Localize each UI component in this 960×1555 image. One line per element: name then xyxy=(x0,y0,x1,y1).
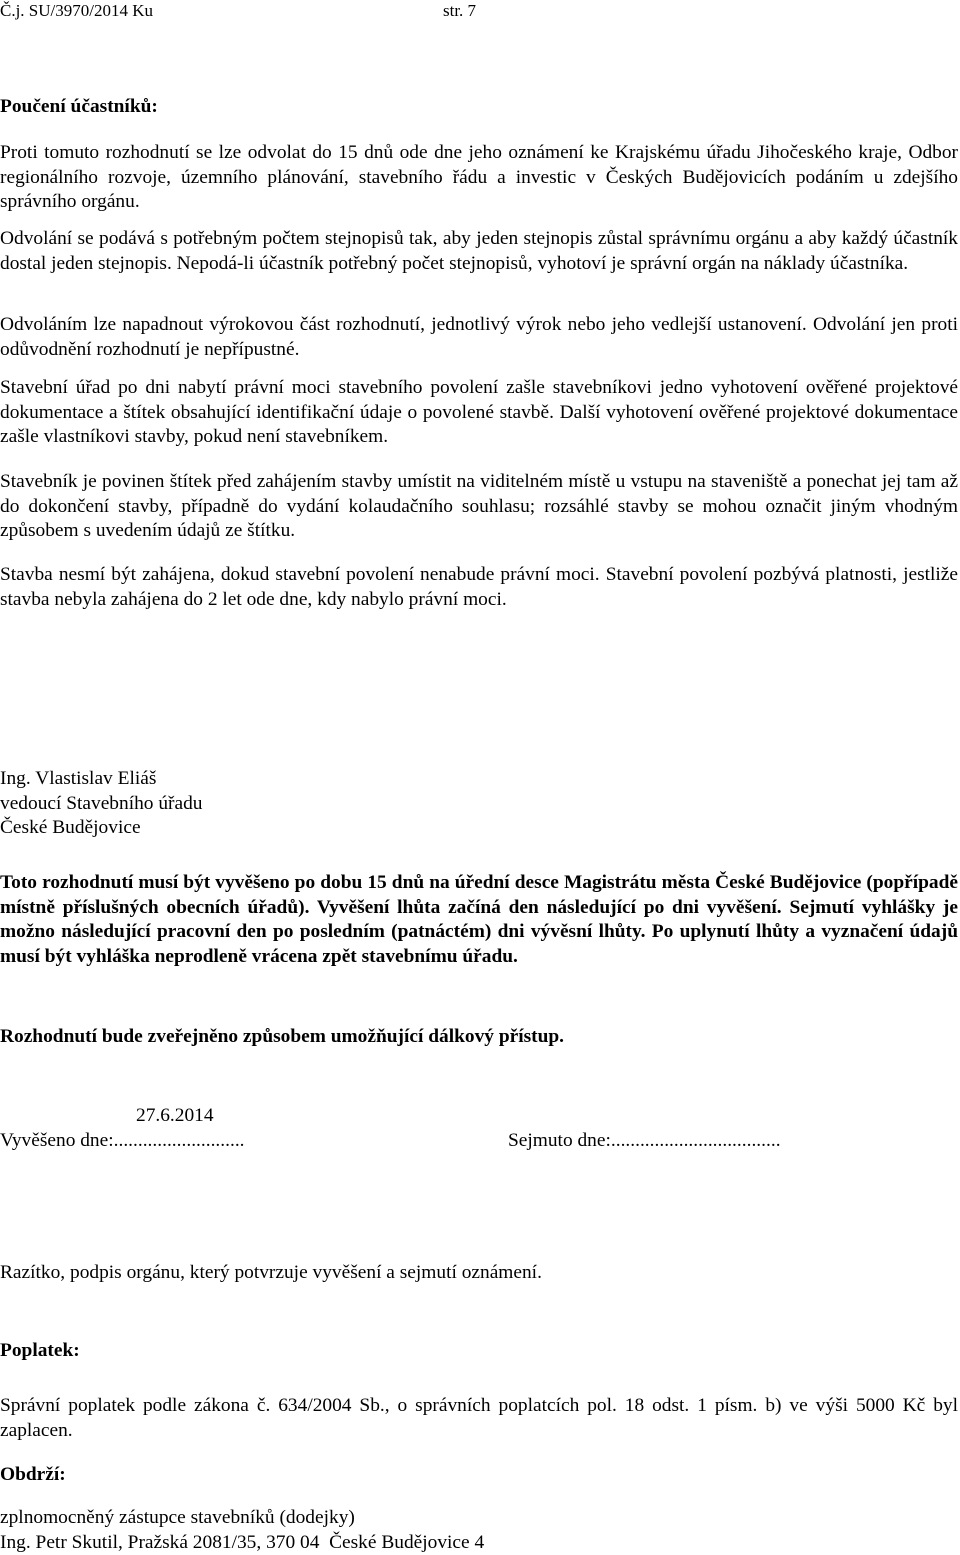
posting-notice: Toto rozhodnutí musí být vyvěšeno po dobu 15 dnů na úřední desce Magistrátu města České Budějovice (popřípadě místně příslušných obecních úřadů). Vyvěšení lhůta začíná den následující po dni vyvěšení. Sejmutí vyhlášky je možno následující pracovní den po posledním (patnáctém) dni vývěsní lhůty. Po uplynutí lhůty a vyznačení údajů musí být vyhláška neprodleně vrácena zpět stavebnímu úřadu. xyxy=(0,871,958,969)
fee-heading: Poplatek: xyxy=(0,1339,958,1364)
fee-text: Správní poplatek podle zákona č. 634/2004 Sb., o správních poplatcích pol. 18 odst. 1 písm. b) ve výši 5000 Kč byl zaplacen. xyxy=(0,1394,958,1443)
appeal-scope-paragraph: Odvoláním lze napadnout výrokovou část rozhodnutí, jednotlivý výrok nebo jeho vedlejší ustanovení. Odvolání jen proti odůvodnění rozhodnutí je nepřípustné. xyxy=(0,313,958,362)
posted-label: Vyvěšeno dne:........................... xyxy=(0,1129,245,1154)
builder-duty-paragraph: Stavebník je povinen štítek před zahájením stavby umístit na viditelném místě u vstupu na staveniště a ponechat jej tam až do dokončení stavby, případně do vydání kolaudačního souhlasu; rozsáhlé stavby se mohou označit jiným vhodným způsobem s uvedením údajů ze štítku. xyxy=(0,470,958,544)
recipient-item: zplnomocněný zástupce stavebníků (dodejky) xyxy=(0,1506,958,1531)
page-header xyxy=(0,0,153,22)
recipients-heading: Obdrží: xyxy=(0,1463,958,1488)
stamp-note: Razítko, podpis orgánu, který potvrzuje vyvěšení a sejmutí oznámení. xyxy=(0,1261,958,1286)
signatory-role: vedoucí Stavebního úřadu xyxy=(0,792,958,817)
label-paragraph: Stavební úřad po dni nabytí právní moci stavebního povolení zašle stavebníkovi jedno vyhotovení ověřené projektové dokumentace a štítek obsahující identifikační údaje o povolené stavbě. Další vyhotovení ověřené projektové dokumentace zašle vlastníkovi stavby, pokud není stavebníkem. xyxy=(0,376,958,450)
publication-notice: Rozhodnutí bude zveřejněno způsobem umožňující dálkový přístup. xyxy=(0,1025,958,1050)
recipients-list xyxy=(0,1506,958,1555)
validity-paragraph: Stavba nesmí být zahájena, dokud stavební povolení nenabude právní moci. Stavební povolení pozbývá platnosti, jestliže stavba nebyla zahájena do 2 let ode dne, kdy nabylo právní moci. xyxy=(0,563,958,612)
removed-label: Sejmuto dne:................................... xyxy=(508,1129,781,1154)
recipient-item: Ing. Petr Skutil, Pražská 2081/35, 370 04 České Budějovice 4 xyxy=(0,1531,958,1555)
page-number: str. 7 xyxy=(443,0,476,22)
posted-date: 27.6.2014 xyxy=(136,1104,214,1129)
signatory-city: České Budějovice xyxy=(0,816,958,841)
signature-block xyxy=(0,767,958,841)
instructions-heading: Poučení účastníků: xyxy=(0,95,958,120)
copies-paragraph: Odvolání se podává s potřebným počtem stejnopisů tak, aby jeden stejnopis zůstal správnímu orgánu a aby každý účastník dostal jeden stejnopis. Nepodá-li účastník potřebný počet stejnopisů, vyhotoví je správní orgán na náklady účastníka. xyxy=(0,227,958,276)
case-reference: Č.j. SU/3970/2014 Ku xyxy=(0,1,153,20)
signatory-name: Ing. Vlastislav Eliáš xyxy=(0,767,958,792)
appeal-paragraph: Proti tomuto rozhodnutí se lze odvolat do 15 dnů ode dne jeho oznámení ke Krajskému úřadu Jihočeského kraje, Odbor regionálního rozvoje, územního plánování, stavebního řádu a investic v Českých Budějovicích podáním u zdejšího správního orgánu. xyxy=(0,141,958,215)
